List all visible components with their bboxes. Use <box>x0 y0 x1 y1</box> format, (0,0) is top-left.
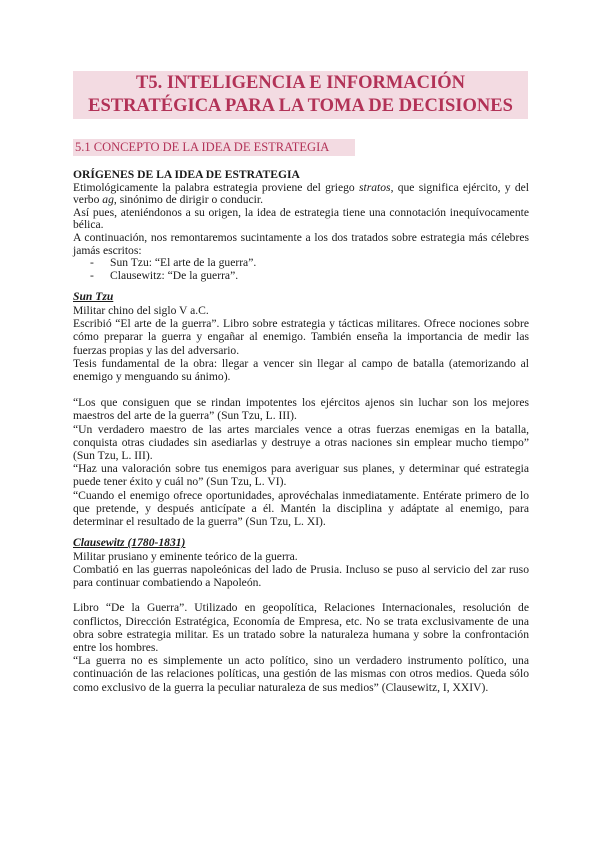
term-stratos: stratos <box>358 180 391 194</box>
suntzu-quote-4: “Cuando el enemigo ofrece oportunidades, aprovéchalas inmediatamente. Entérate primero de lo que pretende, y después anticípate a él. Mantén la disciplina y adáptate al enemigo, para determinar el resultado de la guerra” (Sun Tzu, L. XI). <box>73 488 529 528</box>
suntzu-paragraph-1: Militar chino del siglo V a.C. <box>73 303 209 317</box>
origins-heading: ORÍGENES DE LA IDEA DE ESTRATEGIA <box>73 168 300 181</box>
origins-paragraph-1 <box>73 182 529 207</box>
suntzu-quote-1: “Los que consiguen que se rindan impotentes los ejércitos ajenos sin luchar son los mejores maestros del arte de la guerra” (Sun Tzu, L. III). <box>73 396 529 423</box>
clausewitz-quote-1: “La guerra no es simplemente un acto político, sino un verdadero instrumento político, una continuación de las relaciones políticas, una gestión de las mismas con otros medios. Queda sólo como exclusivo de la guerra la peculiar naturaleza de sus medios” (Clausewitz, I, XXIV). <box>73 654 529 694</box>
suntzu-paragraph-3: Tesis fundamental de la obra: llegar a vencer sin llegar al campo de batalla (atemorizando al enemigo y menguando su ánimo). <box>73 356 529 383</box>
clausewitz-heading: Clausewitz (1780-1831) <box>73 536 186 550</box>
suntzu-quote-3: “Haz una valoración sobre tus enemigos para averiguar sus planes, y determinar qué estrategia puede tener éxito y cuál no” (Sun Tzu, L. VI). <box>73 462 529 489</box>
suntzu-heading: Sun Tzu <box>73 290 114 304</box>
suntzu-paragraph-2: Escribió “El arte de la guerra”. Libro sobre estrategia y tácticas militares. Ofrece nociones sobre cómo preparar la guerra y engañar al enemigo. También enseña la importancia de medir las fuerzas propias y las del adversario. <box>73 317 529 357</box>
suntzu-quote-2: “Un verdadero maestro de las artes marciales vence a otras fuerzas enemigas en la batalla, conquista otras ciudades sin asediarlas y destruye a otras naciones sin emplear mucho tiempo” (Sun Tzu, L. III). <box>73 422 529 462</box>
document-body <box>73 169 529 694</box>
origins-p1-text-a: Etimológicamente la palabra estrategia proviene del griego <box>73 180 359 194</box>
list-item: - Clausewitz: “De la guerra”. <box>73 270 529 283</box>
title-line-1: T5. INTELIGENCIA E INFORMACIÓN <box>136 73 465 93</box>
origins-paragraph-2: Así pues, ateniéndonos a su origen, la idea de estrategia tiene una connotación inequívocamente bélica. <box>73 205 529 232</box>
section-heading: 5.1 CONCEPTO DE LA IDEA DE ESTRATEGIA <box>73 139 355 156</box>
treatises-list <box>73 257 529 282</box>
origins-p1-text-c: , sinónimo de dirigir o conducir. <box>113 193 263 207</box>
document-title <box>73 71 528 119</box>
clausewitz-paragraph-3: Libro “De la Guerra”. Utilizado en geopolítica, Relaciones Internacionales, resolución de conflictos, Dirección Estratégica, Economía de Empresa, etc. No se trata exclusivamente de una obra sobre estrategia militar. Es un tratado sobre la naturaleza humana y sobre la confrontación entre los hombres. <box>73 601 529 654</box>
clausewitz-paragraph-1: Militar prusiano y eminente teórico de la guerra. <box>73 549 298 563</box>
list-item: - Sun Tzu: “El arte de la guerra”. <box>73 257 529 270</box>
title-line-2: ESTRATÉGICA PARA LA TOMA DE DECISIONES <box>88 96 513 116</box>
term-ag: ag <box>102 193 114 207</box>
origins-paragraph-3: A continuación, nos remontaremos sucintamente a los dos tratados sobre estrategia más célebres jamás escritos: <box>73 230 529 257</box>
origins-p1-text-b: , que significa ejército, y del verbo <box>73 180 529 207</box>
clausewitz-paragraph-2: Combatió en las guerras napoleónicas del lado de Prusia. Incluso se puso al servicio del zar ruso para continuar combatiendo a Napoleón. <box>73 562 529 590</box>
